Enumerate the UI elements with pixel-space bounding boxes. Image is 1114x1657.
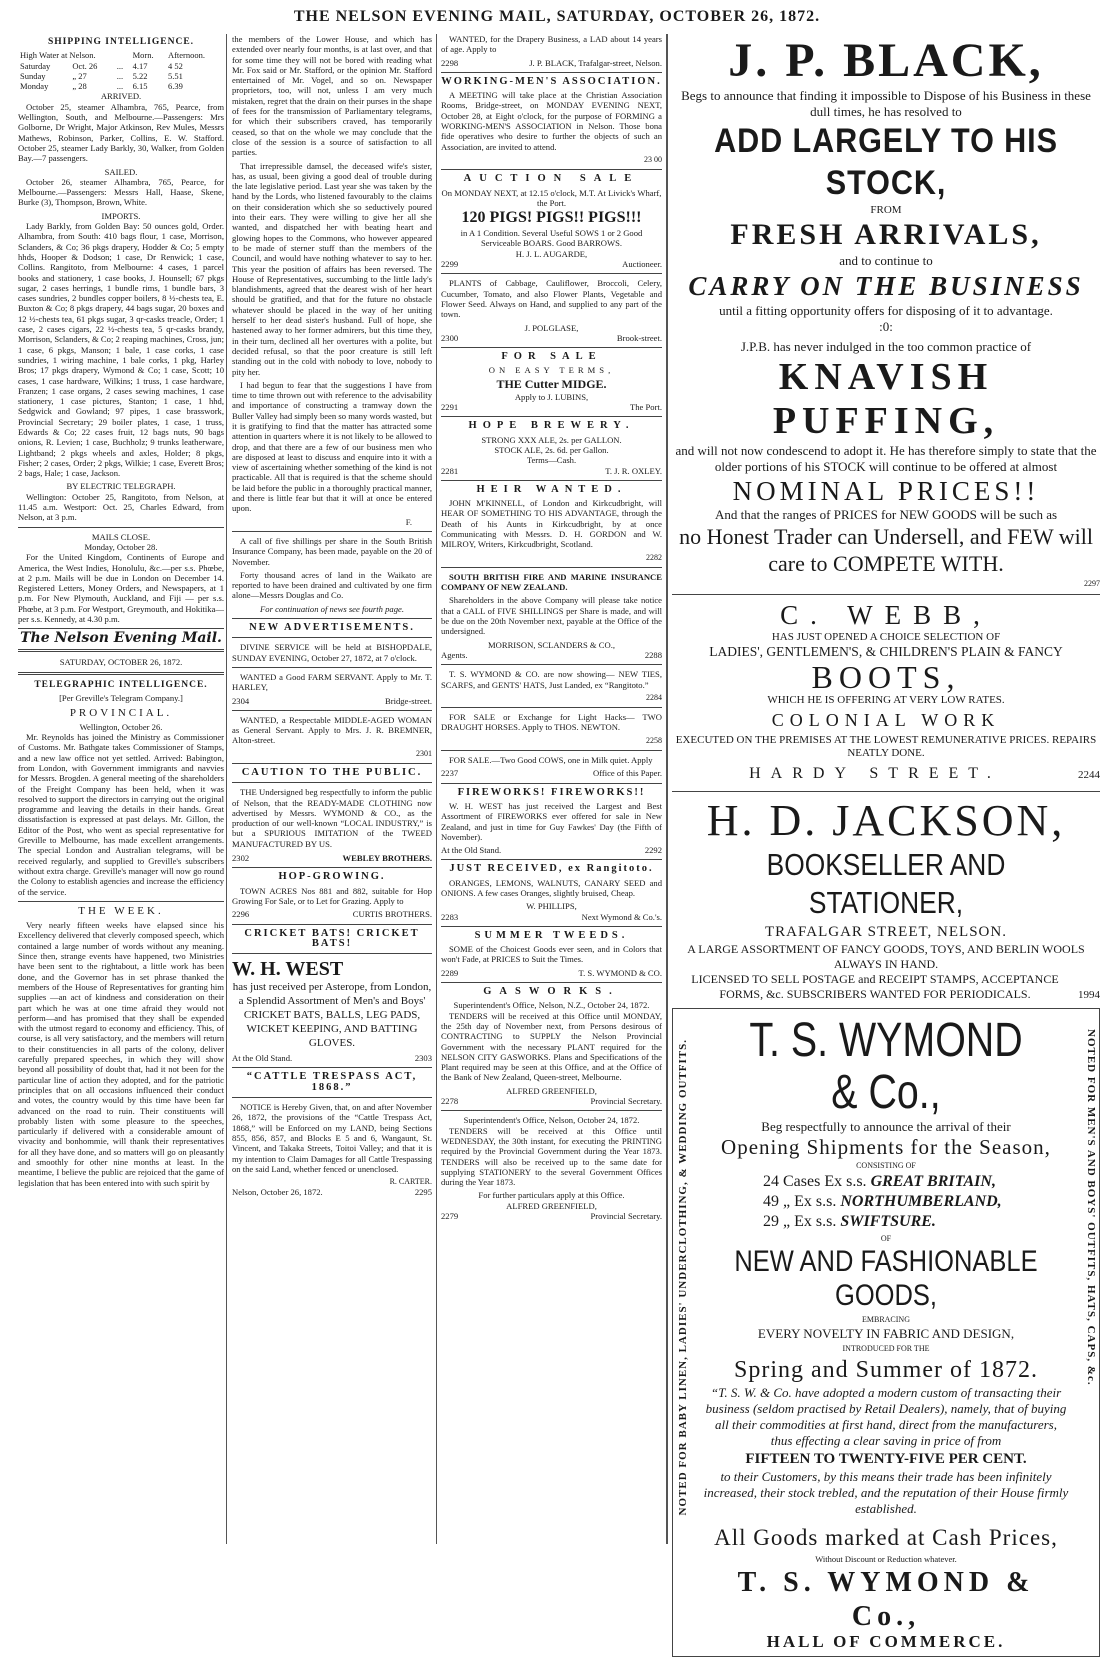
hop-text: TOWN ACRES Nos 881 and 882, suitable for Hop Growing For Sale, or to Let for Grazing. Apply to [232, 885, 432, 906]
divider [232, 637, 432, 638]
ad-number: 2298 [441, 57, 459, 68]
ad-signature: J. P. BLACK, Trafalgar-street, Nelson. [529, 57, 662, 68]
divider [672, 594, 1100, 595]
wymond-ad [672, 1008, 1100, 1657]
divider [441, 416, 662, 417]
wymond-novelty: EVERY NOVELTY IN FABRIC AND DESIGN, [757, 1326, 1015, 1341]
divider [441, 664, 662, 665]
jpb-compete: no Honest Trader can Undersell, and FEW will care to COMPETE WITH. [679, 524, 1093, 576]
wymond-text: “T. S. W. & Co. have adopted a modern custom of transacting their business (seldom practised by Retail Dealers), namely, that of buying all their commodities at first hand, direct from the manufacturers, thus effecting a clear saving in price of from [705, 1385, 1067, 1448]
received-heading: JUST RECEIVED, ex Rangitoto. [449, 863, 654, 875]
list-item: 49 „ Ex s.s. NORTHUMBERLAND, [763, 1193, 1002, 1210]
divider [232, 953, 432, 954]
hop-heading: HOP-GROWING. [278, 871, 386, 883]
jpb-text: J.P.B. has never indulged in the too common practice of [740, 339, 1032, 354]
wymond-season: Spring and Summer of 1872. [734, 1357, 1038, 1383]
divider [232, 667, 432, 668]
cricket-heading: CRICKET BATS! CRICKET BATS! [244, 927, 420, 949]
list-item: 29 „ Ex s.s. SWIFTSURE. [763, 1213, 936, 1230]
telegraph-text: Wellington: October 25, Rangitoto, from Nelson, at 11.45 a.m. Westport: Oct. 25, Charles Edward, from Nelson, at 3 p.m. [18, 491, 224, 523]
imports-heading: IMPORTS. [101, 210, 141, 221]
mails-heading: MAILS CLOSE. [91, 531, 151, 542]
ad-role: Auctioneer. [622, 259, 662, 270]
divider [232, 782, 432, 783]
table-row: Saturday Oct. 26 ... 4.17 4 52 [20, 60, 183, 71]
imports-text: Lady Barkly, from Golden Bay: 50 ounces gold, Order. Alhambra, from South: 410 bags flour, 1 case, Morrison, Sclanders, & Co; 36 pkgs drapery, Hodder & Co; 5 empty hhds, Hooper & Dodson; 1 case, Dr Renwick; 1 case, Collins. Rangitoto, from Melbourne: 4 cases, 1 parcel books and stationery, 1 case books, J. Hounsell; 67 pkgs sugar, 2 cases herrings, 1 bundle rims, 1 bundle bars, 3 cases sundries, 2 bundles copper boilers, 8 ½-chests tea, E. Buxton & Co; 8 pkgs drapery, 44 bags sugar, 20 boxes and 12 ½-chests tea, 61 pkgs sugar, 3 qr-casks treacle, Order; 1 case, 2 cases cigars, 22 ½-chests tea, 5 qr-casks brandy, Morrison, Sclanders, & Co; 2 reaping machines, Cross, jun; 1 case, 6 pkgs, Manson; 1 bale, 1 case corks, 1 case sundries, 1 wiring machine, 1 bale corks, 1 pkg, Harley Bros; 17 pkgs drapery, Wymond & Co; 1 case, Scott; 10 cases, 1 case hardware, Wilkins; 1 truss, 1 case hardware, Franzen; 1 case organs, 2 cases sewing machines, 1 case stationery, 1 case pictures, Stanton; 1 case, 1 hhd, Sedgwick and Gowland; 97 pipes, 1 case brasswork, Provincial Secretary; 29 boiler plates, 1 case, 1 truss, Edwards & Co; 22 cases fruit, 12 bags nuts, 90 bags onions, R. Levien; 1 case, Buchholz; 9 trunks leatherware, Lightband; 2 pkgs wheels and axles, Holder; 8 pkgs, Fisher; 2 cases, Order; 2 pkgs, Wilkie; 1 case, Everett Bros; 2 bags, Hale; 1 case, Jackson. [18, 221, 224, 479]
divider [441, 169, 662, 170]
column-divider [666, 34, 668, 1544]
divider [232, 531, 432, 532]
hope-text: STOCK ALE, 2s. 6d. per Gallon. [494, 444, 609, 455]
jpb-text: and will not now condescend to adopt it. He has therefore simply to state that the older portions of his STOCK will continue to be offered at almost [675, 443, 1097, 474]
telegraph-heading: BY ELECTRIC TELEGRAPH. [66, 481, 176, 492]
auction-pigs: 120 PIGS! PIGS!! PIGS!!! [461, 209, 642, 227]
column-divider [436, 34, 437, 1544]
ad-role: Provincial Secretary. [590, 1211, 662, 1222]
tide-table: High Water at Nelson. Morn. Afternoon. Saturday Oct. 26 ... 4.17 4 52 Sunday „ 27 ... 5.22 5.51 Monday „ 28 ... 6.15 6.39 [18, 50, 224, 91]
divider [232, 924, 432, 925]
printing-text: TENDERS will be received at this Office until WEDNESDAY, the 30th instant, for executing the PRINTING required by the Provincial Government during the Year 1873. TENDERS will also be received up to the same date for supplying STATIONERY to the several Government Offices during the Year 1873. [441, 1125, 662, 1188]
jpb-name: J. P. BLACK, [728, 34, 1044, 87]
hope-heading: HOPE BREWERY. [468, 420, 635, 432]
divider [441, 567, 662, 568]
telegraphic-heading: TELEGRAPHIC INTELLIGENCE. [34, 679, 208, 690]
arrived-text: October 25, steamer Alhambra, 765, Pearce, from Wellington, South, and Melbourne.—Passengers: Mrs Golborne, Dr Wright, Major Atkinson, Rev Mules, Messrs Mathews, Robinson, Parker, Collins, E. W. Stafford. October 25, steamer Lady Barkly, 30, Walker, from Golden Bay.—7 passengers. [18, 101, 224, 164]
hope-terms: Terms—Cash. [526, 455, 577, 466]
wymond-side-left: NOTED FOR BABY LINEN, LADIES' UNDERCLOTHING, & WEDDING OUTFITS. [677, 1039, 689, 1516]
forsale-name: THE Cutter MIDGE. [496, 376, 607, 391]
webb-text: HAS JUST OPENED A CHOICE SELECTION OF [771, 631, 1001, 643]
jpb-text: And that the ranges of PRICES for NEW GOODS will be such as [714, 507, 1058, 522]
gasworks-signature: ALFRED GREENFIELD, [506, 1085, 597, 1096]
ad-number: 2291 [441, 402, 459, 413]
wymond-text: to their Customers, by this means their trade has been infinitely increased, their stock trebled, and the reputation of their House firmly established. [703, 1469, 1069, 1516]
ad-number: 2297 [1084, 579, 1100, 588]
ad-number: 2295 [414, 1187, 432, 1198]
hdj-text: LICENSED TO SELL POSTAGE and RECEIPT STAMPS, ACCEPTANCE FORMS, &c. SUBSCRIBERS WANTED FOR PERIODICALS. [691, 972, 1059, 1001]
auction-heading: AUCTION SALE [463, 173, 640, 185]
heir-heading: HEIR WANTED. [476, 483, 627, 495]
wma-text: A MEETING will take place at the Christian Association Rooms, Bridge-street, on MONDAY EVENING NEXT, October 28, at Eight o'clock, for the purpose of FORMING a WORKING-MEN'S ASSOCIATION in Nelson. Those bona fide operatives who desire to further the objects of such an Association, are invited to attend. [441, 90, 662, 152]
jpb-nominal: NOMINAL PRICES!! [732, 476, 1040, 506]
ad-signature: T. J. R. OXLEY. [605, 465, 662, 476]
tweeds-heading: SUMMER TWEEDS. [474, 929, 629, 941]
ad-stand: At the Old Stand. [441, 845, 502, 856]
ad-divine-service: DIVINE SERVICE will be held at BISHOPDALE, SUNDAY EVENING, October 27, 1872, at 7 o'clock. [232, 642, 432, 663]
wymond-name-footer: T. S. WYMOND & Co., [737, 1567, 1035, 1632]
heir-text: JOHN M'KINNELL, of London and Kirkcudbright, will HEAR OF SOMETHING TO HIS ADVANTAGE, through the Death of his Aunts in Kirkcudbright, by at once Communicating with Messrs. D. H. GORDON and W. MILROY, Writers, Kirkcudbright, Scotland. [441, 498, 662, 550]
fireworks-text: W. H. WEST has just received the Largest and Best Assortment of FIREWORKS ever offered for sale in New Zealand, and just in time for Guy Fawkes' Day (the Fifth of November). [441, 800, 662, 842]
jpb-arrivals: FRESH ARRIVALS, [730, 218, 1042, 251]
ad-number: 2289 [441, 967, 459, 978]
ad-number: 2301 [416, 748, 432, 758]
ad-signature: CURTIS BROTHERS. [352, 909, 432, 920]
mails-date: Monday, October 28. [84, 541, 158, 552]
ad-number: 2302 [232, 853, 250, 864]
gasworks-text: TENDERS will be received at this Office until MONDAY, the 25th day of November next, from Persons desirous of CONTRACTING to SUPPLY the Nelson Provincial Government with the necessary PLANT required for the NELSON CITY GASWORKS. Plans and Specifications of the Plant required may be seen at this Office, and at the Office of the Bank of New Zealand, Queen-street, Melbourne. [441, 1010, 662, 1083]
received-text: ORANGES, LEMONS, WALNUTS, CANARY SEED and ONIONS. A few cases Oranges, slightly bruised, Cheap. [441, 877, 662, 898]
wymond-consisting: CONSISTING OF [856, 1161, 916, 1170]
plants-signature: J. POLGLASE, [524, 322, 579, 333]
wymond-opening: Opening Shipments for the Season, [721, 1135, 1051, 1159]
wymond-percent: FIFTEEN TO TWENTY-FIVE PER CENT. [745, 1451, 1027, 1467]
cricket-name: W. H. WEST [232, 958, 344, 981]
webb-text: WHICH HE IS OFFERING AT VERY LOW RATES. [767, 694, 1005, 706]
hdj-text: A LARGE ASSORTMENT OF FANCY GOODS, TOYS, AND BERLIN WOOLS ALWAYS IN HAND. [687, 942, 1085, 971]
telegraphic-sub: [Per Greville's Telegram Company.] [59, 693, 183, 704]
webb-name: C. WEBB, [780, 600, 992, 630]
list-item: 24 Cases Ex s.s. GREAT BRITAIN, [763, 1173, 996, 1190]
column-4 [672, 34, 1100, 1651]
divider [441, 750, 662, 751]
ad-stand: At the Old Stand. [232, 1053, 293, 1064]
ad-number: 2303 [414, 1053, 432, 1064]
divider [441, 1110, 662, 1111]
sb-heading: SOUTH BRITISH FIRE AND MARINE INSURANCE COMPANY OF NEW ZEALAND. [441, 571, 662, 593]
divider [441, 982, 662, 983]
webb-street: HARDY STREET. [749, 765, 1001, 782]
divider [441, 480, 662, 481]
divider [441, 347, 662, 348]
paper-date: SATURDAY, OCTOBER 26, 1872. [59, 656, 183, 667]
tide-header: High Water at Nelson. [20, 50, 96, 61]
ad-number: 2300 [441, 332, 459, 343]
ad-number: 2299 [441, 259, 459, 270]
jpb-separator: :0: [879, 319, 893, 334]
printing-signature: ALFRED GREENFIELD, [506, 1200, 597, 1211]
jpb-puffing: KNAVISH PUFFING, [772, 356, 1000, 442]
provincial-text: Mr. Reynolds has joined the Ministry as Commissioner of Customs. Mr. Bathgate takes Commissioner of Stamps, and a new law office not yet settled. Arrived: Babington, from London, with Government immigrants and navvies for Messrs. Brogden. A general meeting of the shareholders of the Freight Company has been held, when it was resolved to support the directors in carrying out the original programme and leaving the details in their hands. Great dissatisfaction is expressed at past delays. Mr. Gillon, the Editor of the Post, who went as special representative for Greville to Melbourne, has made excellent arrangements. The special London and Australian telegrams, will be received regularly, and supplied to Greville's subscribers without extra charge. Greville's manager will now go round the Colony to establish agencies and increase the efficiency of the service. [18, 732, 224, 897]
ad-number: 2304 [232, 695, 250, 706]
caution-heading: CAUTION TO THE PUBLIC. [241, 767, 423, 778]
article-text: A call of five shillings per share in the South British Insurance Company, has been made, payable on the 20 of November. [232, 535, 432, 567]
forsale-apply: Apply to J. LUBINS, [514, 391, 589, 402]
jpb-business: CARRY ON THE BUSINESS [688, 271, 1084, 301]
table-row: Sunday „ 27 ... 5.22 5.51 [20, 70, 183, 81]
divider [441, 273, 662, 274]
auction-signature: H. J. L. AUGARDE, [515, 248, 588, 259]
article-text: Forty thousand acres of land in the Waikato are reported to have been drained and cultivated by one firm alone—Messrs Douglas and Co. [232, 569, 432, 601]
ad-role: Agents. [441, 649, 468, 660]
divider [441, 926, 662, 927]
divider [232, 1097, 432, 1098]
arrived-heading: ARRIVED. [100, 91, 142, 102]
continued-note: For continuation of news see fourth page. [260, 603, 404, 614]
new-ads-heading: NEW ADVERTISEMENTS. [249, 622, 415, 634]
ad-number: 2284 [646, 692, 662, 702]
forsale-heading: FOR SALE [501, 351, 602, 363]
ad-place: Office of this Paper. [592, 768, 662, 779]
article-text: That irrepressible damsel, the deceased wife's sister, has, as usual, been giving a good deal of trouble during the late legislative period. Last year she was taken by the hand by the Lords, who listened favourably to the claims on their consideration which she so seductively poured into their ears. They were willing to give her all she wanted, and dispatched her with beating heart and glowing hopes to the Commons, who however appeared to be made of sterner stuff than the members of the Council, and would have nothing whatever to say to her. This year the position of affairs has been reversed. The House of Representatives, succumbing to the little lady's blandishments, agreed that the dearest wish of her heart should be gratified, and that for the future no obstacle whatever should be placed in the way of her uniting herself to her dead sister's husband. Full of hope, she hastened away to her former admirers, but this time they, in their turn, declined all her overtures with a polite, but decided refusal, so that the poor creature is still left standing out in the cold with nobody to love, nobody to pity her. [232, 160, 432, 377]
plants-text: PLANTS of Cabbage, Cauliflower, Broccoli, Celery, Cucumber, Tomato, and also Flower Plants, Vegetable and Flower Seed. Always on Hand, and supplied to any part of the town. [441, 278, 662, 320]
ad-wanted-lad: WANTED, for the Drapery Business, a LAD about 14 years of age. Apply to [441, 34, 662, 55]
ad-number: 2283 [441, 911, 459, 922]
divider [232, 763, 432, 764]
divider [18, 672, 224, 675]
ad-number: 2288 [644, 649, 662, 660]
ad-woman: WANTED, a Respectable MIDDLE-AGED WOMAN as General Servant. Apply to Mrs. J. R. BREMNER, Alton-street. [232, 714, 432, 746]
divider [18, 628, 224, 629]
divider [18, 649, 224, 652]
cows-text: FOR SALE.—Two Good COWS, one in Milk quiet. Apply [449, 755, 653, 766]
sb-text: Shareholders in the above Company will please take notice that a CALL of FIVE SHILLINGS per Share is made, and will be due on the 20th November next, payable at the Office of the undersigned. [441, 595, 662, 637]
divider [232, 1067, 432, 1068]
sailed-text: October 26, steamer Alhambra, 765, Pearce, for Melbourne.—Passengers: Messrs Hall, Haase, Skene, Burke (3), Thompson, Brown, White. [18, 176, 224, 208]
auction-text: On MONDAY NEXT, at 12.15 o'clock, M.T. At Livick's Wharf, the Port. [441, 187, 662, 208]
gasworks-office: Superintendent's Office, Nelson, N.Z., October 24, 1872. [453, 1000, 650, 1011]
jpb-continue: and to continue to [839, 253, 933, 268]
ad-number: 1994 [1078, 989, 1100, 1001]
fireworks-heading: FIREWORKS! FIREWORKS!! [457, 786, 646, 798]
ad-place: Next Wymond & Co.'s. [581, 911, 662, 922]
article-text: the members of the Lower House, and which has extended over nearly four months, is at last over, and that for some time they will not be bored with reading what Mr. Fox said or Mr. Stafford, or the opinion Mr. Stafford entertained of Mr. Vogel, and so on. Newspaper proprietors, too, will not, unless I am very much mistaken, regret that the drain on their purses in the shape of fees for the transmission of Parliamentary telegrams, for which their subscribers craved, has temporarily ceased, so that on the whole we may conclude that the close of the session is a source of satisfaction to all parties. [232, 34, 432, 158]
paper-name: The Nelson Evening Mail. [20, 630, 222, 647]
divider [18, 527, 224, 528]
webb-colonial: COLONIAL WORK [771, 710, 1001, 730]
sb-signature: MORRISON, SCLANDERS & CO., [487, 639, 616, 650]
column-divider [226, 34, 227, 1544]
mails-text: For the United Kingdom, Continents of Europe and America, the West Indies, Honolulu, &c.—per s.s. Phœbe, at 2 p.m. Mails will be due in London on December 14. Registered Letters, Money Orders, and Newspapers, at 1 p.m. For New Plymouth, Auckland, and Fiji — per s.s. Phœbe, at 3 p.m. For Westport, Greymouth, and Hokitika—per s.s. Kennedy, at 4.30 p.m. [18, 552, 224, 625]
webb-text: EXECUTED ON THE PREMISES AT THE LOWEST REMUNERATIVE PRICES. REPAIRS NEATLY DONE. [675, 734, 1097, 759]
wymond-goods: NEW AND FASHIONABLE GOODS, [734, 1245, 1038, 1312]
ad-place: Brook-street. [616, 332, 662, 343]
ad-date: Nelson, October 26, 1872. [232, 1187, 323, 1198]
received-signature: W. PHILLIPS, [526, 901, 577, 912]
ad-number: 2279 [441, 1211, 459, 1222]
ad-farm-servant: WANTED a Good FARM SERVANT. Apply to Mr. T. HARLEY, [232, 671, 432, 693]
article-text: I had begun to fear that the suggestions I have from time to time thrown out with reference to the advisability and importance of constructing a tramway down the Buller Valley had simply been so many words wasted, but it is gratifying to find that the matter has attracted some attention in quarters where it is not likely to be allowed to drop, and that there are a few of our business men who are disposed at least to discuss and enquire into it with a view of ascertaining whether something of the kind is not practicable. All that is required is that the scheme should be laid before the public in a thoroughly practical manner, and there is little fear but that it will at once be entered upon. [232, 379, 432, 514]
tweeds-text: SOME of the Choicest Goods ever seen, and in Colors that won't Fade, at PRICES to Suit the Times. [441, 944, 662, 965]
wymond-embracing: EMBRACING [861, 1315, 910, 1324]
ad-place: The Port. [630, 402, 662, 413]
hdj-trade: BOOKSELLER AND STATIONER, [766, 847, 1006, 920]
provincial-heading: PROVINCIAL. [69, 706, 173, 719]
printing-further: For further particulars apply at this Office. [478, 1190, 625, 1201]
divider [672, 791, 1100, 792]
table-row: Monday „ 28 ... 6.15 6.39 [20, 81, 183, 92]
divider [232, 618, 432, 619]
ad-signature: T. S. WYMOND & CO. [578, 967, 662, 978]
ad-number: 2282 [646, 552, 662, 562]
divider [441, 859, 662, 860]
hdj-name: H. D. JACKSON, [706, 796, 1066, 845]
wymond-of: OF [880, 1234, 892, 1243]
wymond-cash: All Goods marked at Cash Prices, [714, 1525, 1058, 1550]
provincial-dateline: Wellington, October 26. [79, 721, 163, 732]
week-heading: THE WEEK. [78, 904, 164, 917]
horses-text: FOR SALE or Exchange for Light Hacks— TWO DRAUGHT HORSES. Apply to THOS. NEWTON. [441, 712, 662, 733]
divider [18, 901, 224, 902]
cattle-text: NOTICE is Hereby Given, that, on and after November 26, 1872, the provisions of the “Cattle Trespass Act, 1868,” will be Enforced on my LAND, being Sections 855, 856, 857, and Blocks E 5 and 6, Wangaunt, St. Vincent, and Takaka Streets, Toitoi Valley; and that it is my intention to Claim Damages for all Cattle Trespassing on the said Land, whether fenced or unenclosed. [232, 1102, 432, 1174]
jpb-from: FROM [870, 204, 902, 216]
auction-text: in A 1 Condition. Several Useful SOWS 1 or 2 Good Serviceable BOARS. Good BARROWS. [460, 228, 643, 249]
wymond-intro: INTRODUCED FOR THE [842, 1344, 930, 1353]
divider [441, 707, 662, 708]
caution-text: THE Undersigned beg respectfully to inform the public of Nelson, that the READY-MADE CLOTHING now advertised by Messrs. WYMOND & CO., as the production of our well-known “LOCAL INDUSTRY,” is but a SPURIOUS IMITATION of the TWEED MANUFACTURED BY US. [232, 787, 432, 849]
ad-signature: WEBLEY BROTHERS. [342, 853, 432, 864]
ad-number: 23 00 [644, 154, 662, 164]
jpb-text: Begs to announce that finding it impossible to Dispose of his Business in these dull times, he has resolved to [681, 88, 1091, 119]
wymond-text: Beg respectfully to announce the arrival of their [761, 1119, 1011, 1134]
printing-office: Superintendent's Office, Nelson, October 24, 1872. [463, 1115, 640, 1126]
webb-boots: BOOTS, [811, 659, 961, 695]
divider [441, 783, 662, 784]
ad-number: 2292 [644, 845, 662, 856]
column-3 [441, 34, 662, 1546]
shipping-heading: SHIPPING INTELLIGENCE. [47, 37, 195, 47]
hope-text: STRONG XXX ALE, 2s. per GALLON. [481, 434, 622, 445]
tsw-text: T. S. WYMOND & CO. are now showing— NEW TIES, SCARFS, and GENTS' HATS, Just Landed, ex “Rangitoto.” [441, 669, 662, 690]
sailed-heading: SAILED. [104, 166, 138, 177]
jpb-headline: ADD LARGELY TO HIS STOCK, [714, 122, 1058, 202]
ad-number: 2296 [232, 909, 250, 920]
forsale-terms: ON EASY TERMS, [488, 365, 615, 376]
wymond-discount: Without Discount or Reduction whatever. [815, 1554, 957, 1564]
divider [232, 710, 432, 711]
article-signature: F. [405, 516, 412, 527]
wymond-name: T. S. WYMOND & Co., [749, 1014, 1023, 1119]
divider [441, 72, 662, 73]
gasworks-heading: GASWORKS. [483, 986, 620, 998]
ad-number: 2281 [441, 465, 459, 476]
masthead: THE NELSON EVENING MAIL, SATURDAY, OCTOBER 26, 1872. [293, 8, 821, 25]
wma-heading: WORKING-MEN'S ASSOCIATION. [441, 75, 662, 87]
hdj-street: TRAFALGAR STREET, NELSON. [765, 924, 1007, 940]
column-1 [18, 34, 224, 1546]
wymond-side-right: NOTED FOR MEN'S AND BOYS' OUTFITS, HATS, CAPS, &c. [1085, 1029, 1097, 1386]
ad-number: 2244 [1078, 769, 1100, 781]
week-text: Very nearly fifteen weeks have elapsed since his Excellency delivered that cleverly composed speech, which contained a large number of words without any meaning. Since then, strange events have happened, two Ministries have been sent to the rightabout, a little work has been done, and the Governor has in set phrase thanked the members of the House of Representatives for granting him supplies —an act of kindness and consideration on their part which he was at one time afraid they would not perform—and has promised that they shall be expended with the utmost regard to economy and efficiency. This, of course, is all very satisfactory, and the members will return to their constituencies in all parts of the colony, deliver carefully prepared speeches, in which they will show beyond all possibility of doubt that, had it not been for the particular line of action they adopted, and for the patriotic principles that on all occasions influenced their conduct and votes, the country would by this time have been far advanced on the road to ruin. Their constituents will probably listen with some pleasure to the speeches, particularly if delivered with a considerable amount of vivacity and bonhommie, will thank their representatives for all they have done, and so matters will go on pleasantly and smoothly for other nine months at least. In the meantime, I believe the public are rejoiced that the game of legislation that has been entered into with such spirit by [18, 920, 224, 1188]
jpb-text: until a fitting opportunity offers for disposing of it to advantage. [719, 303, 1053, 318]
ad-number: 2258 [646, 735, 662, 745]
column-2 [232, 34, 432, 1546]
ad-signature: R. CARTER. [389, 1177, 432, 1187]
divider [232, 867, 432, 868]
ad-number: 2278 [441, 1096, 459, 1107]
ad-role: Provincial Secretary. [590, 1096, 662, 1107]
cattle-heading: “CATTLE TRESPASS ACT, 1868.” [246, 1071, 418, 1093]
ad-number: 2237 [441, 768, 459, 779]
wymond-hall: HALL OF COMMERCE. [766, 1632, 1006, 1651]
cricket-text: has just received per Asterope, from London, a Splendid Assortment of Men's and Boys' CRICKET BATS, BALLS, LEG PADS, WICKET KEEPING, AND BATTING GLOVES. [232, 981, 432, 1050]
ad-place: Bridge-street. [384, 695, 432, 706]
webb-text: LADIES', GENTLEMEN'S, & CHILDREN'S PLAIN & FANCY [709, 644, 1063, 659]
